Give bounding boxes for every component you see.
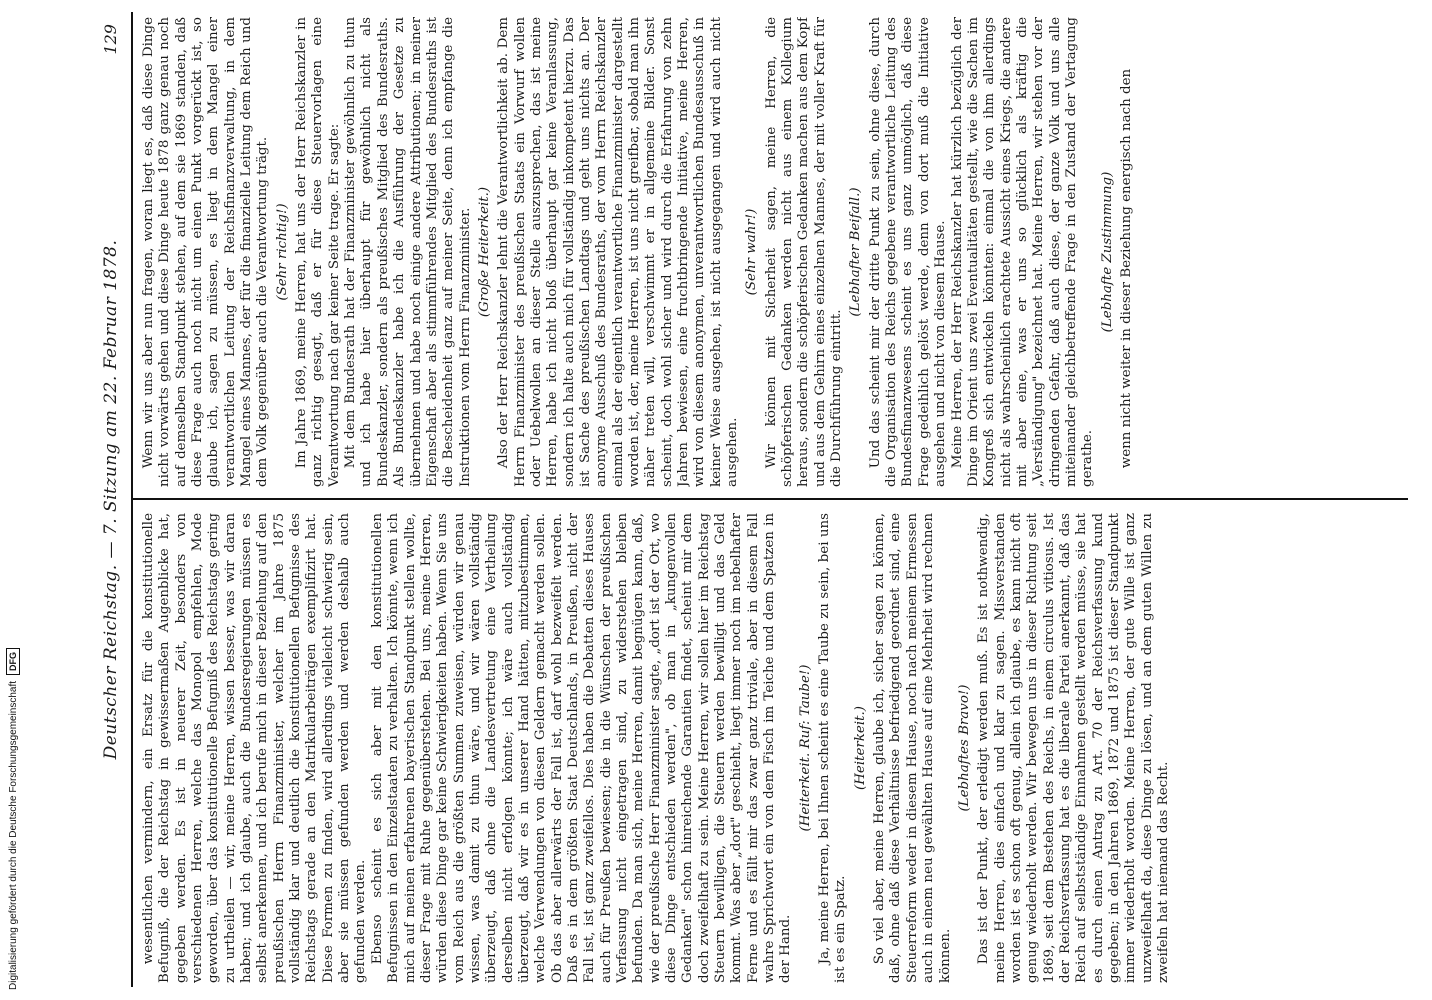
paragraph: wesentlichen vermindern, ein Ersatz für die konstitutionelle Befugniß, die der Reichstag in gewissermaßen Augenblicke hat, gegeben werden. Es ist in neuerer Zeit, besonders von verschiedenen Herren, welche das Monopol empfehlen, Mode geworden, über das konstitutionelle Befugniß des Reichstags gering zu urtheilen — wir, meine Herren, wissen besser, was wir daran haben; und ich glaube, auch die Bundesregierungen müssen es selbst anerkennen, und ich berufe mich in dieser Beziehung auf den preußischen Herrn Finanzminister, welcher im Jahre 1875 vollständig klar und deutlich die konstitutionellen Befugnisse des Reichstags gerade an den Matrikularbeiträgen exemplifizirt hat. Diese Formen zu finden, wird allerdings vielleicht schwierig sein, aber sie müssen gefunden werden und werden deshalb auch gefunden werden. bbox=[141, 513, 369, 983]
paragraph: Wir können mit Sicherheit sagen, meine Herren, die schöpferischen Gedanken werden nicht aus einem Kollegium heraus, sondern die schöpferischen Gedanken machen aus dem Kopf und aus dem Gehirn eines einzelnen Mannes, der mit voller Kraft für die Durchführung eintritt. bbox=[763, 17, 845, 487]
paragraph: Ebenso scheint es sich aber mit den konstitutionellen Befugnissen in den Einzelstaaten zu verhalten. Ich könnte, wenn ich mich auf meinen erfahrenen bayerischen Standpunkt stellen wollte, dieser Frage mit Ruhe gegenüberstehen. Bei uns, meine Herren, würden diese Dinge gar keine Schwierigkeiten haben. Wenn Sie uns vom Reich aus die größten Summen zuweisen, würden wir genau wissen, was damit zu thun wäre, und wir wären vollständig überzeugt, daß ohne die Landesvertretung eine Vertheilung derselben nicht erfolgen könnte; ich wäre auch vollständig überzeugt, daß wir es in unserer Hand hätten, mitzubestimmen, welche Verwendungen von diesen Geldern gemacht werden sollen. Ob das aber allerwärts der Fall ist, darf wohl bezweifelt werden. Daß es in dem größten Staat Deutschlands, in Preußen, nicht der Fall ist, ist ganz zweifellos. Dies haben die Debatten dieses Hauses auch für Preußen bewiesen; die in die Wünschen der preußischen Verfassung nicht eingetragen sind, zu widerstehen bleiben befunden. Da man sich, meine Herren, damit begnügen kann, daß, wie der preußische Herr Finanzminister sagte, „dort ist der Ort, wo diese Dinge entschieden werden", ob man in „kungenvollen Gedanken" schon hinreichende Garantien findet, scheint mir dem doch zweifelhaft zu sein. Meine Herren, wir sollen hier im Reichstag Steuern bewilligen, die Steuern werden bewilligt und das Geld kommt. Was aber „dort" geschieht, liegt immer noch im nebelhafter Ferne und es fällt mir das zwar ganz triviale, aber in diesem Fall wahre Sprichwort ein von dem Fisch im Teiche und dem Spatzen in der Hand. bbox=[369, 513, 794, 983]
paragraph: Das ist der Punkt, der erledigt werden muß. Es ist nothwendig, meine Herren, dies einfach und klar zu sagen. Missverstanden worden ist es schon oft genug, allein ich glaube, es kann nicht oft genug wiederholt werden. Wir bewegen uns in dieser Richtung seit 1869, seit dem Bestehen des Reichs, in einem circulus vitiosus. Ist der Reichsverfassung hat es die liberale Partei anerkannt, daß das Reich auf selbstständige Einnahmen gestellt werden müsse, sie hat es durch einen Antrag zu Art. 70 der Reichsverfassung kund gegeben; in den Jahren 1869, 1872 und 1875 ist dieser Standpunkt immer wiederholt worden. Meine Herren, der gute Wille ist ganz unzweifelhaft da, diese Dinge zu lösen, und an dem guten Willen zu zweifeln hat niemand das Recht. bbox=[976, 513, 1171, 983]
left-column bbox=[141, 513, 1406, 983]
remark: (Heiterkeit.) bbox=[852, 706, 868, 790]
paragraph: Wenn wir uns aber nun fragen, woran liegt es, daß diese Dinge nicht vorwärts gehen und diese Dinge heute 1878 ganz genau noch auf demselben Standpunkt stehen, auf dem sie 1869 standen, daß diese Frage auch noch nicht um einen Punkt vorgerückt ist, so glaube ich, sagen zu müssen, es liegt in dem Mangel einer verantwortlichen Leitung der Reichsfinanzverwaltung, in dem Mangel eines Mannes, der für die finanzielle Leitung dem Reich und dem Volk gegenüber auch die Verantwortung trägt. bbox=[141, 17, 271, 487]
remark: (Lebhafte Zustimmung) bbox=[1099, 171, 1115, 333]
quotation: Mit dem Bundesrath hat der Finanzminister gewöhnlich zu thun und ich habe hier überhaupt für gewöhnlich nicht als Bundeskanzler, sondern als preußisches Mitglied des Bundesraths. Als Bundeskanzler habe ich die Ausführung der Gesetze zu übernehmen und habe noch einige andere Attributionen; in meiner Eigenschaft aber als stimmführendes Mitglied des Bundesraths ist die Bescheidenheit ganz auf meiner Seite, denn ich empfange die Instruktionen vom Herrn Finanzminister. bbox=[343, 17, 473, 487]
paragraph: So viel aber, meine Herren, glaube ich, sicher sagen zu können, daß, ohne daß diese Verhältnisse befriedigend geordnet sind, eine Steuerreform weder in diesem Hause, noch nach meinem Ermessen auch in einem neu gewählten Hause auf eine Mehrheit wird rechnen können. bbox=[872, 513, 953, 983]
remark: (Heiterkeit. Ruf: Taube!) bbox=[797, 664, 813, 832]
remark: (Sehr wahr!) bbox=[744, 208, 760, 296]
digitization-credit bbox=[3, 0, 23, 990]
paragraph: Meine Herren, der Herr Reichskanzler hat kürzlich bezüglich der Dinge im Orient uns zwei Eventualitäten gestellt, wie die Sachen im Kongreß sich entwickeln könnten: einmal die von ihm allerdings nicht als wahrscheinlich erachtete Aussicht eines Kriegs, die andere mit aber eine, was er uns so glücklich als kräftig die „Verständigung" bezeichnet hat. Meine Herren, wir stehen vor der dringenden Gefahr, daß auch diese, der ganze Volk und uns alle miteinander gleichbetreffende Frage in den Zustand der Vertagung gerathe. bbox=[949, 17, 1096, 487]
right-column bbox=[141, 17, 1406, 487]
remark: (Große Heiterkeit.) bbox=[476, 186, 492, 318]
paragraph: Im Jahre 1869, meine Herren, hat uns der Herr Reichskanzler in ganz richtig gesagt, daß er für diese Steuervorlagen eine Verantwortung nach gar keiner Seite trage. Er sagte: bbox=[294, 17, 342, 487]
dfg-logo: DFG bbox=[6, 648, 20, 675]
remark: (Lebhaftes Bravo!) bbox=[956, 684, 972, 812]
paragraph: Also der Herr Reichskanzler lehnt die Verantwortlichkeit ab. Dem Herrn Finanzminister des preußischen Staats ein Vorwurf wollen oder Uebelwollen an dieser Stelle auszusprechen, das ist meine Herren, habe ich nicht bloß überhaupt gar keine Veranlassung, sondern ich halte auch mich für vollständig inkompetent hierzu. Das ist Sache des preußischen Landtags und geht uns nichts an. Der anonyme Ausschuß des Bundesraths, der vom Herrn Reichskanzler einmal als der eigentlich verantwortliche Finanzminister dargestellt worden ist, der, meine Herren, ist uns nicht greifbar, sobald man ihn näher treten will, verschwimmt er in allgemeine Bilder. Sonst scheint, doch wohl sicher und wird durch die Erfahrung von zehn Jahren bewiesen, eine fruchtbringende Initiative, meine Herren, wird von diesem anonymen, unverantwortlichen Bundesausschuß in keiner Weise ausgehen, ist nicht ausgegangen und wird auch nicht ausgehen. bbox=[496, 17, 741, 487]
remark: (Lebhafter Beifall.) bbox=[848, 187, 864, 317]
paragraph: wenn nicht weiter in dieser Beziehung energisch nach den bbox=[1118, 68, 1134, 469]
remark: (Sehr richtig!) bbox=[274, 203, 290, 301]
credit-text: Digitalisierung gefördert durch die Deutsche Forschungsgemeinschaft bbox=[7, 680, 19, 990]
rotated-document-page bbox=[95, 12, 1412, 987]
page-header bbox=[95, 12, 135, 987]
page-number: 129 bbox=[101, 24, 120, 55]
paragraph: Ja, meine Herren, bei Ihnen scheint es eine Taube zu sein, bei uns ist es ein Spatz. bbox=[817, 513, 849, 983]
column-divider bbox=[133, 498, 1408, 500]
paragraph: Und das scheint mir der dritte Punkt zu sein, ohne diese, durch die Organisation des Reichs gegebene verantwortliche Leitung des Bundesfinanzwesens scheint es uns ganz unmöglich, daß diese Frage gedeihlich gelöst werde, denn von dort muß die Initiative ausgehen und nicht von diesem Hause. bbox=[867, 17, 949, 487]
page-title: Deutscher Reichstag. — 7. Sitzung am 22. Februar 1878. bbox=[101, 239, 121, 760]
